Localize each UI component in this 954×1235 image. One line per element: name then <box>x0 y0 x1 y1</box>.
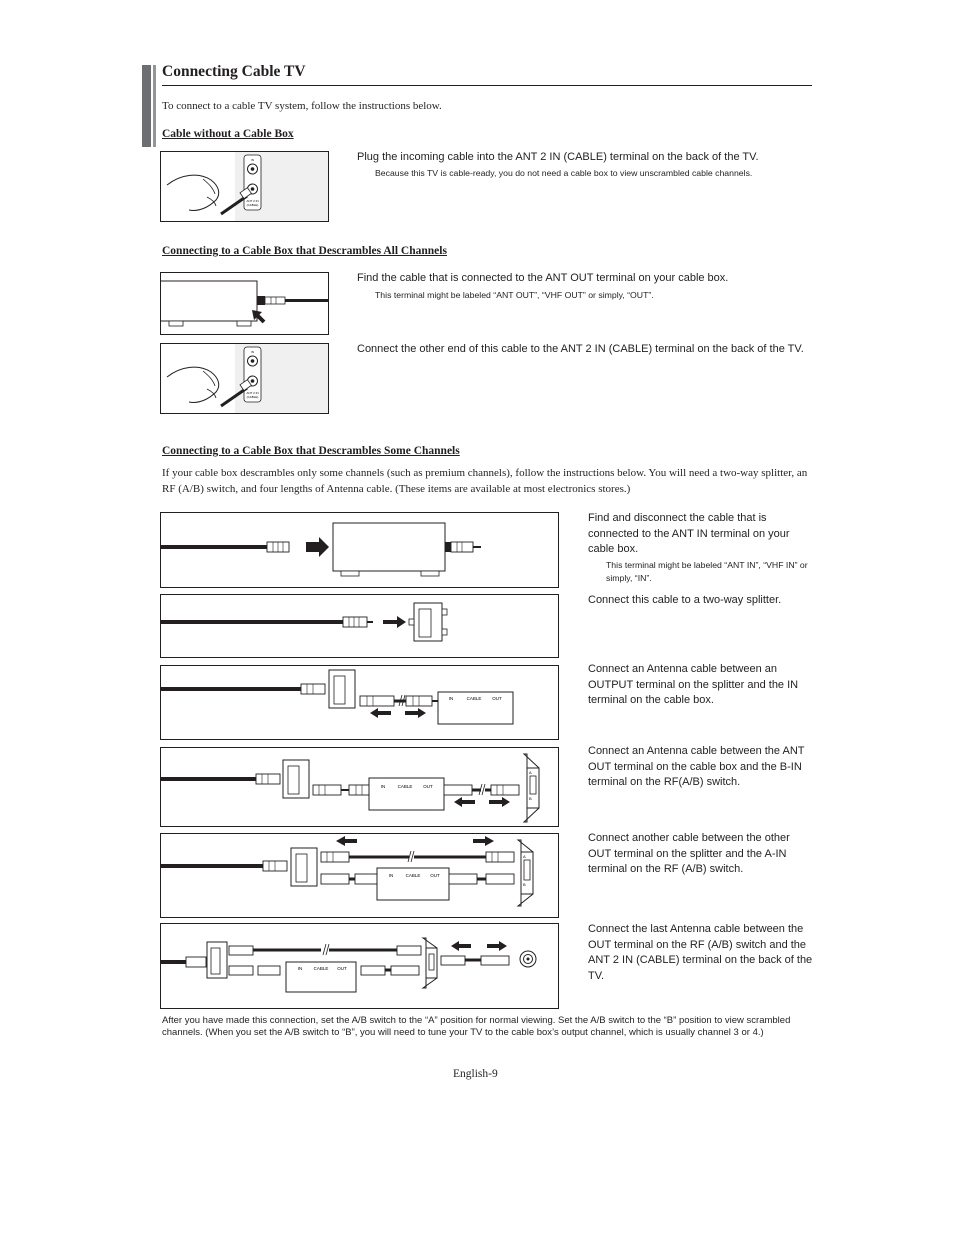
svg-text:IN: IN <box>251 158 254 162</box>
svg-text:(CABLE): (CABLE) <box>246 203 259 207</box>
heading-descrambles-all: Connecting to a Cable Box that Descrambles All Channels <box>162 245 447 257</box>
sidebar-bar-dark <box>142 65 151 147</box>
figure-cable-box-ant-out <box>160 272 329 335</box>
svg-text:ANT 2 IN: ANT 2 IN <box>246 391 259 395</box>
note-cable-ready: Because this TV is cable-ready, you do not need a cable box to view unscrambled cable channels. <box>375 168 753 178</box>
step-splitter-to-box: Connect an Antenna cable between an OUTPUT terminal on the splitter and the IN terminal on the cable box. <box>588 663 799 706</box>
svg-text:IN: IN <box>297 966 303 971</box>
heading-descrambles-some: Connecting to a Cable Box that Descrambles Some Channels <box>162 445 460 457</box>
title-rule <box>162 85 812 86</box>
svg-text:CABLE: CABLE <box>313 966 329 971</box>
svg-text:CABLE: CABLE <box>405 873 421 878</box>
svg-text:B: B <box>523 882 526 887</box>
svg-text:CABLE: CABLE <box>466 696 482 701</box>
figure-some-step-1 <box>160 512 559 588</box>
svg-text:OUT: OUT <box>492 696 502 701</box>
svg-text:(CABLE): (CABLE) <box>246 395 259 399</box>
figure-some-step-2 <box>160 594 559 658</box>
svg-text:OUT: OUT <box>430 873 440 878</box>
svg-text:A: A <box>529 770 532 775</box>
figure-some-step-3 <box>160 665 559 740</box>
svg-text:IN: IN <box>388 873 394 878</box>
svg-text:ANT 2 IN: ANT 2 IN <box>246 199 259 203</box>
svg-text:IN: IN <box>448 696 454 701</box>
sidebar-bar-light <box>153 65 156 147</box>
step-disconnect-ant-in: Find and disconnect the cable that is connected to the ANT IN terminal on your cable box. <box>588 512 790 555</box>
step-connect-splitter: Connect this cable to a two-way splitter. <box>588 594 782 606</box>
note-ant-in-label: This terminal might be labeled “ANT IN”, “VHF IN” or simply, “IN”. <box>606 560 808 583</box>
figure-some-step-4 <box>160 747 559 827</box>
figure-some-step-6 <box>160 923 559 1009</box>
note-ant-out-label: This terminal might be labeled “ANT OUT”, “VHF OUT” or simply, “OUT”. <box>375 290 654 300</box>
step-box-to-switch: Connect an Antenna cable between the ANT OUT terminal on the cable box and the B-IN terminal on the RF(A/B) switch. <box>588 745 805 788</box>
svg-text:OUT: OUT <box>337 966 347 971</box>
figure-some-step-5 <box>160 833 559 918</box>
step-splitter-to-switch: Connect another cable between the other OUT terminal on the splitter and the A-IN terminal on the RF (A/B) switch. <box>588 832 790 875</box>
svg-text:IN: IN <box>251 350 254 354</box>
intro-descrambles-some: If your cable box descrambles only some channels (such as premium channels), follow the instructions below. You will need a two-way splitter, an RF (A/B) switch, and four lengths of Antenna cable. (These items are available at most electronics stores.) <box>162 467 808 495</box>
step-plug-incoming-cable: Plug the incoming cable into the ANT 2 IN (CABLE) terminal on the back of the TV. <box>357 151 759 163</box>
step-find-ant-out-cable: Find the cable that is connected to the ANT OUT terminal on your cable box. <box>357 272 729 284</box>
page-number: English-9 <box>453 1068 498 1080</box>
step-switch-to-tv: Connect the last Antenna cable between the OUT terminal on the RF (A/B) switch and the ANT 2 IN (CABLE) terminal on the back of the TV. <box>588 923 813 982</box>
closing-instructions: After you have made this connection, set the A/B switch to the “A” position for normal viewing. Set the A/B switch to the “B” position to view scrambled channels. (When you set the A/B switch to “B”, you will need to tune your TV to the cable box’s output channel, which is usually channel 3 or 4.) <box>162 1015 791 1038</box>
svg-text:IN: IN <box>380 784 386 789</box>
figure-tv-terminal-1 <box>160 151 329 222</box>
step-connect-other-end: Connect the other end of this cable to the ANT 2 IN (CABLE) terminal on the back of the TV. <box>357 343 804 355</box>
page-title: Connecting Cable TV <box>162 63 306 80</box>
figure-tv-terminal-2 <box>160 343 329 414</box>
svg-text:OUT: OUT <box>423 784 433 789</box>
heading-cable-without-box: Cable without a Cable Box <box>162 128 294 140</box>
intro-text: To connect to a cable TV system, follow the instructions below. <box>162 100 442 112</box>
svg-text:CABLE: CABLE <box>397 784 413 789</box>
svg-text:A: A <box>523 854 526 859</box>
svg-text:B: B <box>529 796 532 801</box>
